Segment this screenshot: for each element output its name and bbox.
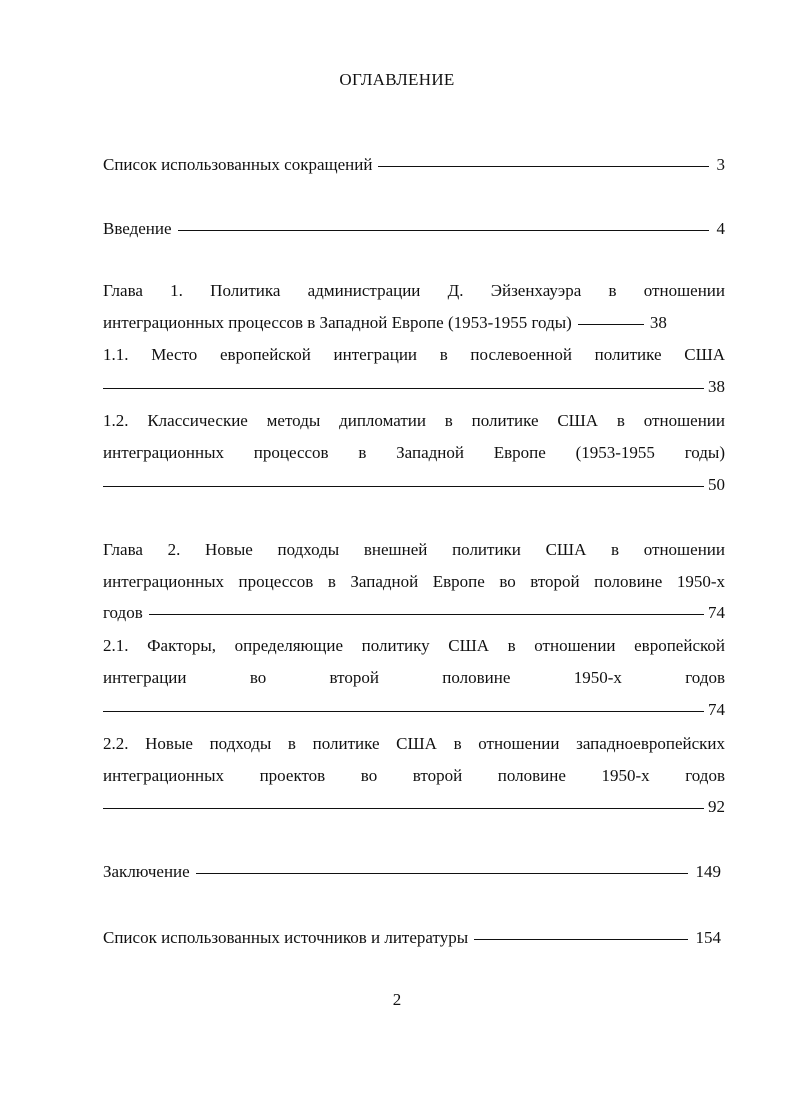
toc-section-1-1-leader[interactable]: [103, 377, 725, 397]
toc-page-number: 74: [708, 603, 725, 622]
leader-line: [178, 230, 709, 231]
toc-entry-label: годов: [103, 603, 143, 622]
toc-entry-introduction[interactable]: [103, 219, 725, 239]
leader-line: [103, 486, 704, 487]
toc-entry-label: Заключение: [103, 862, 190, 881]
leader-line: [474, 939, 687, 940]
leader-line: [103, 808, 704, 809]
toc-chapter-2-line[interactable]: Глава 2. Новые подходы внешней политики США в отношении: [103, 540, 725, 559]
toc-section-2-1-leader[interactable]: [103, 700, 725, 720]
page-number: 2: [392, 990, 402, 1009]
toc-section-1-2-line[interactable]: 1.2. Классические методы дипломатии в политике США в отношении: [103, 411, 725, 430]
leader-line: [578, 324, 644, 325]
page-title: ОГЛАВЛЕНИЕ: [339, 70, 455, 89]
leader-line: [378, 166, 708, 167]
toc-chapter-1-line[interactable]: Глава 1. Политика администрации Д. Эйзенхауэра в отношении: [103, 281, 725, 300]
toc-entry-conclusion[interactable]: [103, 862, 721, 882]
toc-page-number: 149: [695, 862, 721, 881]
toc-section-2-2-line[interactable]: интеграционных проектов во второй половине 1950-х годов: [103, 766, 725, 785]
toc-page-number: 4: [716, 219, 725, 238]
toc-entry-label: интеграционных процессов в Западной Европе (1953-1955 годы): [103, 313, 572, 332]
toc-page-number: 38: [649, 313, 667, 332]
toc-entry-sources[interactable]: [103, 928, 721, 948]
toc-section-1-2-leader[interactable]: [103, 475, 725, 495]
toc-page-number: 38: [708, 377, 725, 396]
toc-chapter-2-line[interactable]: интеграционных процессов в Западной Европе во второй половине 1950-х: [103, 572, 725, 591]
toc-section-2-2-leader[interactable]: [103, 797, 725, 817]
leader-line: [103, 711, 704, 712]
toc-page-number: 92: [708, 797, 725, 816]
toc-page-number: 50: [708, 475, 725, 494]
toc-chapter-1-line[interactable]: [103, 313, 725, 333]
toc-page-number: 154: [695, 928, 721, 947]
toc-page-number: 74: [708, 700, 725, 719]
leader-line: [149, 614, 704, 615]
leader-line: [196, 873, 688, 874]
toc-entry-label: Список использованных сокращений: [103, 155, 373, 174]
toc-section-1-2-line[interactable]: интеграционных процессов в Западной Европе (1953-1955 годы): [103, 443, 725, 462]
toc-entry-label: Список использованных источников и литературы: [103, 928, 469, 947]
toc-chapter-2-line[interactable]: [103, 603, 725, 623]
toc-entry-label: Введение: [103, 219, 172, 238]
toc-section-2-1-line[interactable]: интеграции во второй половине 1950-х годов: [103, 668, 725, 687]
toc-section-2-2-line[interactable]: 2.2. Новые подходы в политике США в отношении западноевропейских: [103, 734, 725, 753]
toc-section-2-1-line[interactable]: 2.1. Факторы, определяющие политику США в отношении европейской: [103, 636, 725, 655]
leader-line: [103, 388, 704, 389]
toc-section-1-1-line[interactable]: 1.1. Место европейской интеграции в послевоенной политике США: [103, 345, 725, 364]
toc-entry-abbreviations[interactable]: [103, 155, 725, 175]
toc-page-number: 3: [716, 155, 725, 174]
